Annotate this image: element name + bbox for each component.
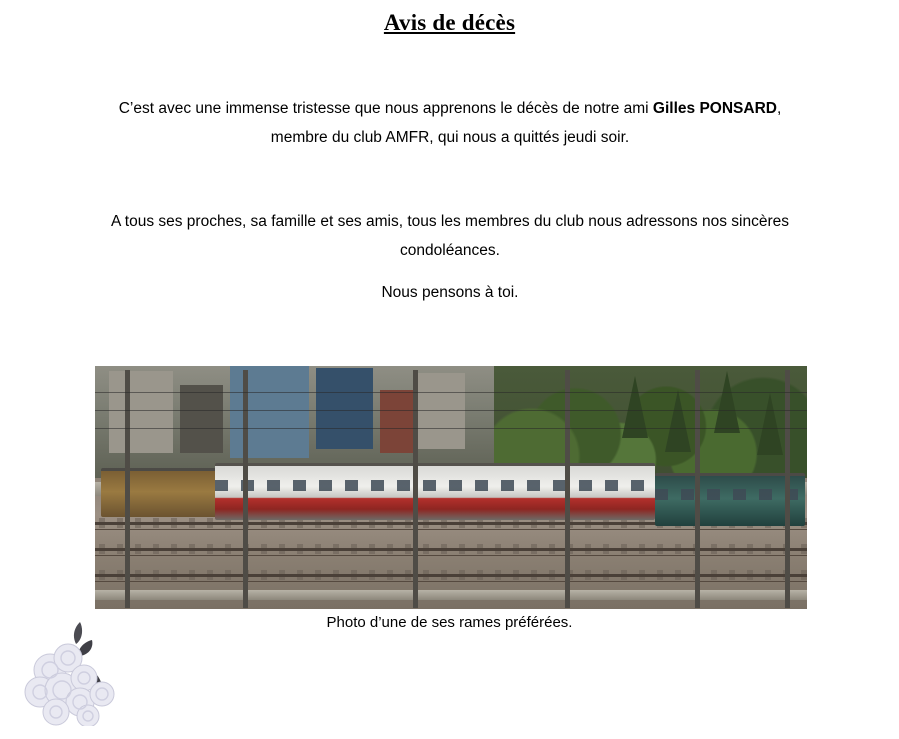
platform-edge xyxy=(95,590,807,600)
backdrop-building xyxy=(230,366,308,458)
electric-locomotive-left xyxy=(101,468,219,517)
paragraph-condolences: A tous ses proches, sa famille et ses amis, tous les membres du club nous adressons nos sincères condoléances. xyxy=(110,213,789,259)
track-rail xyxy=(95,574,807,577)
catenary-wire xyxy=(95,428,807,429)
backdrop-building xyxy=(380,390,416,453)
photo-content xyxy=(95,366,807,609)
conifer-tree xyxy=(714,371,740,433)
passenger-coaches xyxy=(215,463,655,520)
announcement-text-part-1: C’est avec une immense tristesse que nous apprenons le décès de notre ami xyxy=(118,100,653,117)
catenary-wire xyxy=(95,410,807,411)
announcement-text-part-2: , membre du club AMFR, qui nous a quittés jeudi soir. xyxy=(270,100,782,146)
catenary-pole xyxy=(695,370,700,608)
photo-caption: Photo d’une de ses rames préférées. xyxy=(326,614,573,631)
catenary-pole xyxy=(243,370,248,608)
locomotive-windows xyxy=(655,489,805,500)
conifer-tree xyxy=(757,393,783,455)
model-train-photo xyxy=(95,366,807,609)
track-rail xyxy=(95,548,807,551)
catenary-wire xyxy=(95,392,807,393)
page-title: Avis de décès xyxy=(383,10,516,35)
conifer-tree xyxy=(665,390,691,452)
deceased-name: Gilles PONSARD xyxy=(652,100,777,117)
white-roses-bouquet-icon xyxy=(22,614,140,726)
backdrop-building xyxy=(180,385,223,453)
catenary-pole xyxy=(413,370,418,608)
catenary-pole xyxy=(125,370,130,608)
backdrop-building xyxy=(109,371,173,454)
catenary-pole xyxy=(785,370,790,608)
catenary-pole xyxy=(565,370,570,608)
paragraph-closing: Nous pensons à toi. xyxy=(381,284,519,301)
green-locomotive-right xyxy=(655,473,805,526)
paragraph-announcement xyxy=(118,95,782,152)
coach-windows xyxy=(215,480,655,491)
backdrop-building xyxy=(316,368,373,448)
